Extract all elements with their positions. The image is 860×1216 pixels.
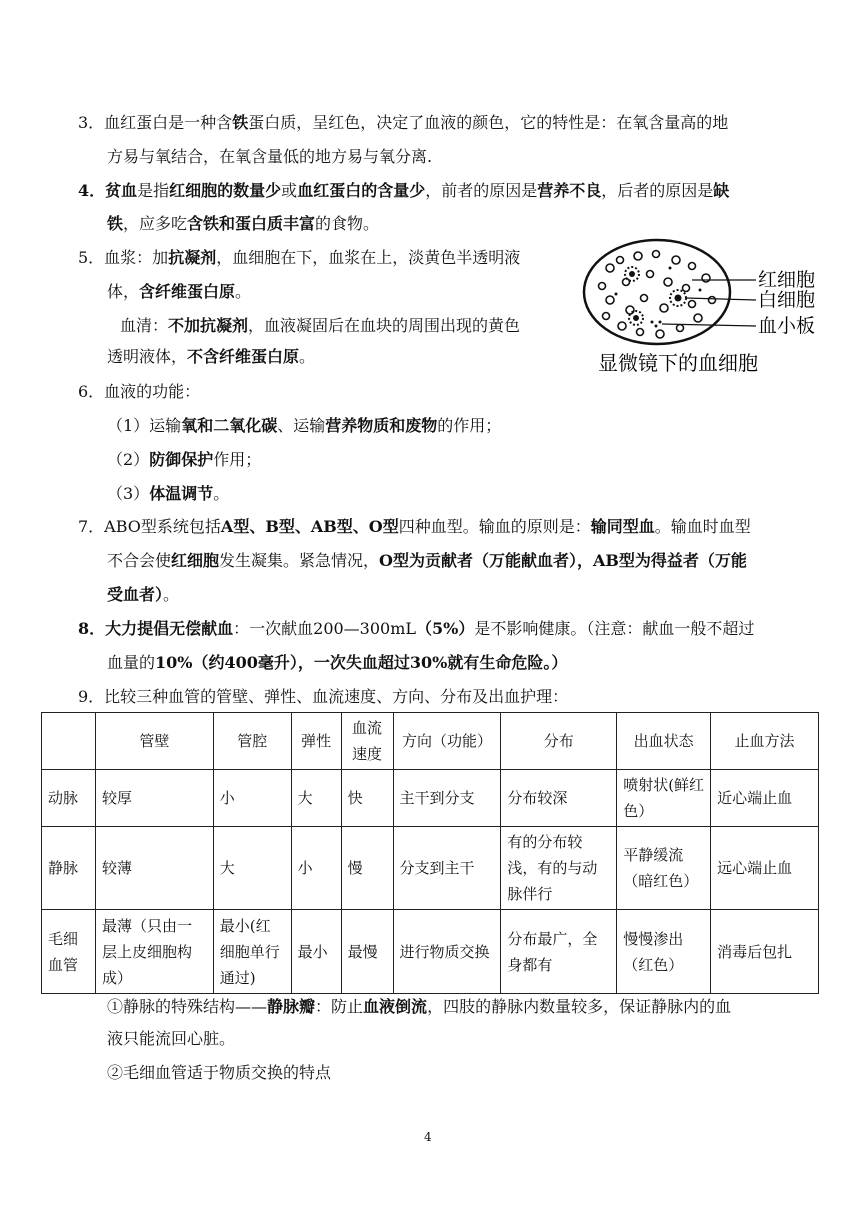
text: 的食物。 bbox=[315, 214, 380, 233]
text-bold: 10%（约400毫升），一次失血超过30%就有生命危险。） bbox=[155, 653, 568, 672]
item-5-line-2 bbox=[107, 281, 251, 303]
blood-vessel-comparison-table bbox=[41, 712, 819, 994]
text-bold: 静脉瓣 bbox=[267, 997, 316, 1016]
header-cell bbox=[42, 713, 96, 770]
table-cell: 最小 bbox=[291, 910, 341, 994]
item-4-line-1 bbox=[78, 180, 729, 202]
text-bold: 体温调节 bbox=[149, 484, 214, 503]
text-bold: 受血者） bbox=[107, 585, 164, 604]
text: 3．血红蛋白是一种含 bbox=[78, 113, 233, 132]
text: 作用； bbox=[213, 450, 262, 469]
header-cell: 弹性 bbox=[291, 713, 341, 770]
text: 5．血浆：加 bbox=[78, 248, 169, 267]
text-bold: 营养物质和废物 bbox=[325, 416, 438, 435]
item-5-line-4 bbox=[107, 346, 315, 368]
text: 。 bbox=[213, 484, 230, 503]
item-5-line-3 bbox=[120, 315, 520, 337]
text: 是指 bbox=[137, 181, 170, 200]
text: ，后者的原因是 bbox=[601, 181, 714, 200]
table-cell: 消毒后包扎 bbox=[711, 910, 819, 994]
text-bold: 红细胞 bbox=[171, 551, 220, 570]
item-8-line-1 bbox=[78, 618, 754, 640]
label-white-blood-cell: 白细胞 bbox=[758, 289, 816, 311]
table-cell: 毛细血管 bbox=[42, 910, 96, 994]
item-7-line-1 bbox=[78, 516, 751, 538]
text: 或 bbox=[281, 181, 298, 200]
table-cell: 快 bbox=[341, 770, 393, 827]
item-6-function-3 bbox=[107, 483, 229, 505]
table-cell: 平静缓流（暗红色） bbox=[617, 827, 711, 910]
text: （1）运输 bbox=[107, 416, 182, 435]
item-5-line-1 bbox=[78, 247, 520, 269]
note-1-line-1 bbox=[107, 996, 731, 1018]
note-2: ②毛细血管适于物质交换的特点 bbox=[107, 1063, 332, 1082]
text: 是不影响健康。（注意：献血一般不超过 bbox=[474, 619, 755, 638]
text-bold: 抗凝剂 bbox=[168, 248, 217, 267]
header-cell: 出血状态 bbox=[617, 713, 711, 770]
item-6-function-1 bbox=[107, 415, 501, 437]
label-platelet: 血小板 bbox=[758, 315, 816, 337]
text: 7．ABO型系统包括 bbox=[78, 517, 221, 536]
item-7-line-2 bbox=[107, 550, 747, 572]
table-header-row bbox=[42, 713, 819, 770]
text: 。 bbox=[299, 347, 316, 366]
item-9-title: 9．比较三种血管的管壁、弹性、血流速度、方向、分布及出血护理： bbox=[78, 687, 569, 706]
table-cell: 慢慢渗出（红色） bbox=[617, 910, 711, 994]
table-row bbox=[42, 910, 819, 994]
item-7-line-3 bbox=[107, 584, 179, 606]
table-cell: 分布较深 bbox=[501, 770, 617, 827]
table-cell: 进行物质交换 bbox=[393, 910, 501, 994]
text: 。 bbox=[235, 282, 252, 301]
item-6-title: 6．血液的功能： bbox=[78, 382, 201, 401]
text-bold: O型为贡献者（万能献血者），AB型为得益者（万能 bbox=[379, 551, 747, 570]
table-cell: 动脉 bbox=[42, 770, 96, 827]
table-cell: 静脉 bbox=[42, 827, 96, 910]
table-cell: 分布最广，全身都有 bbox=[501, 910, 617, 994]
text-bold: 氧和二氧化碳 bbox=[181, 416, 278, 435]
text: ，前者的原因是 bbox=[425, 181, 538, 200]
note-1-line-2: 液只能流回心脏。 bbox=[107, 1029, 236, 1048]
table-cell: 喷射状(鲜红色） bbox=[617, 770, 711, 827]
text-bold: 不含纤维蛋白原 bbox=[187, 347, 300, 366]
text-bold: 缺 bbox=[713, 181, 730, 200]
text: ，血液凝固后在血块的周围出现的黄色 bbox=[248, 316, 521, 335]
table-cell: 最薄（只由一层上皮细胞构成） bbox=[95, 910, 213, 994]
text: 。 bbox=[163, 585, 180, 604]
text: 血清： bbox=[120, 316, 169, 335]
item-8-line-2 bbox=[107, 652, 567, 674]
table-cell: 小 bbox=[291, 827, 341, 910]
table-cell: 小 bbox=[213, 770, 291, 827]
table-cell: 较薄 bbox=[95, 827, 213, 910]
table-row bbox=[42, 770, 819, 827]
text: （2） bbox=[107, 450, 150, 469]
table-cell: 远心端止血 bbox=[711, 827, 819, 910]
text: ，应多吃 bbox=[123, 214, 188, 233]
text-bold: （5%） bbox=[416, 619, 475, 638]
item-3-line-2: 方易与氧结合，在氧含量低的地方易与氧分离. bbox=[107, 147, 433, 166]
item-6-function-2 bbox=[107, 449, 261, 471]
text-bold: 输同型血 bbox=[590, 517, 655, 536]
table-cell: 分支到主干 bbox=[393, 827, 501, 910]
text: 蛋白质，呈红色，决定了血液的颜色，它的特性是：在氧含量高的地 bbox=[248, 113, 729, 132]
header-cell: 血流速度 bbox=[341, 713, 393, 770]
text: 四种血型。输血的原则是： bbox=[398, 517, 591, 536]
text: 的作用； bbox=[437, 416, 502, 435]
text-bold: 8．大力提倡无偿献血 bbox=[78, 619, 234, 638]
header-cell: 管壁 bbox=[95, 713, 213, 770]
text: ，血细胞在下，血浆在上，淡黄色半透明液 bbox=[216, 248, 521, 267]
text-bold: 含纤维蛋白原 bbox=[139, 282, 236, 301]
text: 透明液体， bbox=[107, 347, 188, 366]
text-bold: 血液倒流 bbox=[363, 997, 428, 1016]
text-bold: 营养不良 bbox=[537, 181, 602, 200]
table-cell: 大 bbox=[291, 770, 341, 827]
label-red-blood-cell: 红细胞 bbox=[758, 269, 816, 291]
text: 不合会使 bbox=[107, 551, 172, 570]
text: ，四肢的静脉内数量较多，保证静脉内的血 bbox=[427, 997, 732, 1016]
text-bold: 防御保护 bbox=[149, 450, 214, 469]
text-bold: 不加抗凝剂 bbox=[168, 316, 249, 335]
text: 发生凝集。紧急情况， bbox=[219, 551, 380, 570]
header-cell: 管腔 bbox=[213, 713, 291, 770]
text: 。输血时血型 bbox=[654, 517, 751, 536]
table-cell: 慢 bbox=[341, 827, 393, 910]
text: （3） bbox=[107, 484, 150, 503]
text: 、运输 bbox=[277, 416, 326, 435]
figure-caption: 显微镜下的血细胞 bbox=[598, 351, 758, 375]
table-row bbox=[42, 827, 819, 910]
item-4-line-2 bbox=[107, 213, 379, 235]
blood-cell-illustration bbox=[580, 238, 850, 378]
text-bold: 红细胞的数量少 bbox=[169, 181, 282, 200]
text-bold: 铁 bbox=[232, 113, 249, 132]
text: ：一次献血200—300mL bbox=[233, 619, 417, 638]
text-bold: 含铁和蛋白质丰富 bbox=[187, 214, 316, 233]
table-cell: 大 bbox=[213, 827, 291, 910]
header-cell: 分布 bbox=[501, 713, 617, 770]
text: 体， bbox=[107, 282, 140, 301]
microscope-field bbox=[584, 240, 730, 344]
header-cell: 方向（功能） bbox=[393, 713, 501, 770]
text-bold: A型、B型、AB型、O型 bbox=[220, 517, 399, 536]
blood-cell-figure bbox=[580, 238, 850, 378]
text-bold: 铁 bbox=[107, 214, 124, 233]
text: ①静脉的特殊结构—— bbox=[107, 997, 268, 1016]
table-cell: 近心端止血 bbox=[711, 770, 819, 827]
table-cell: 主干到分支 bbox=[393, 770, 501, 827]
table-cell: 有的分布较浅，有的与动脉伴行 bbox=[501, 827, 617, 910]
item-3-line-1 bbox=[78, 112, 728, 134]
text: ：防止 bbox=[315, 997, 364, 1016]
table-cell: 最慢 bbox=[341, 910, 393, 994]
text: 血量的 bbox=[107, 653, 156, 672]
text-bold: 4．贫血 bbox=[78, 181, 138, 200]
page-number: 4 bbox=[424, 1130, 432, 1144]
table-cell: 最小(红细胞单行通过) bbox=[213, 910, 291, 994]
text-bold: 血红蛋白的含量少 bbox=[297, 181, 426, 200]
header-cell: 止血方法 bbox=[711, 713, 819, 770]
table-cell: 较厚 bbox=[95, 770, 213, 827]
